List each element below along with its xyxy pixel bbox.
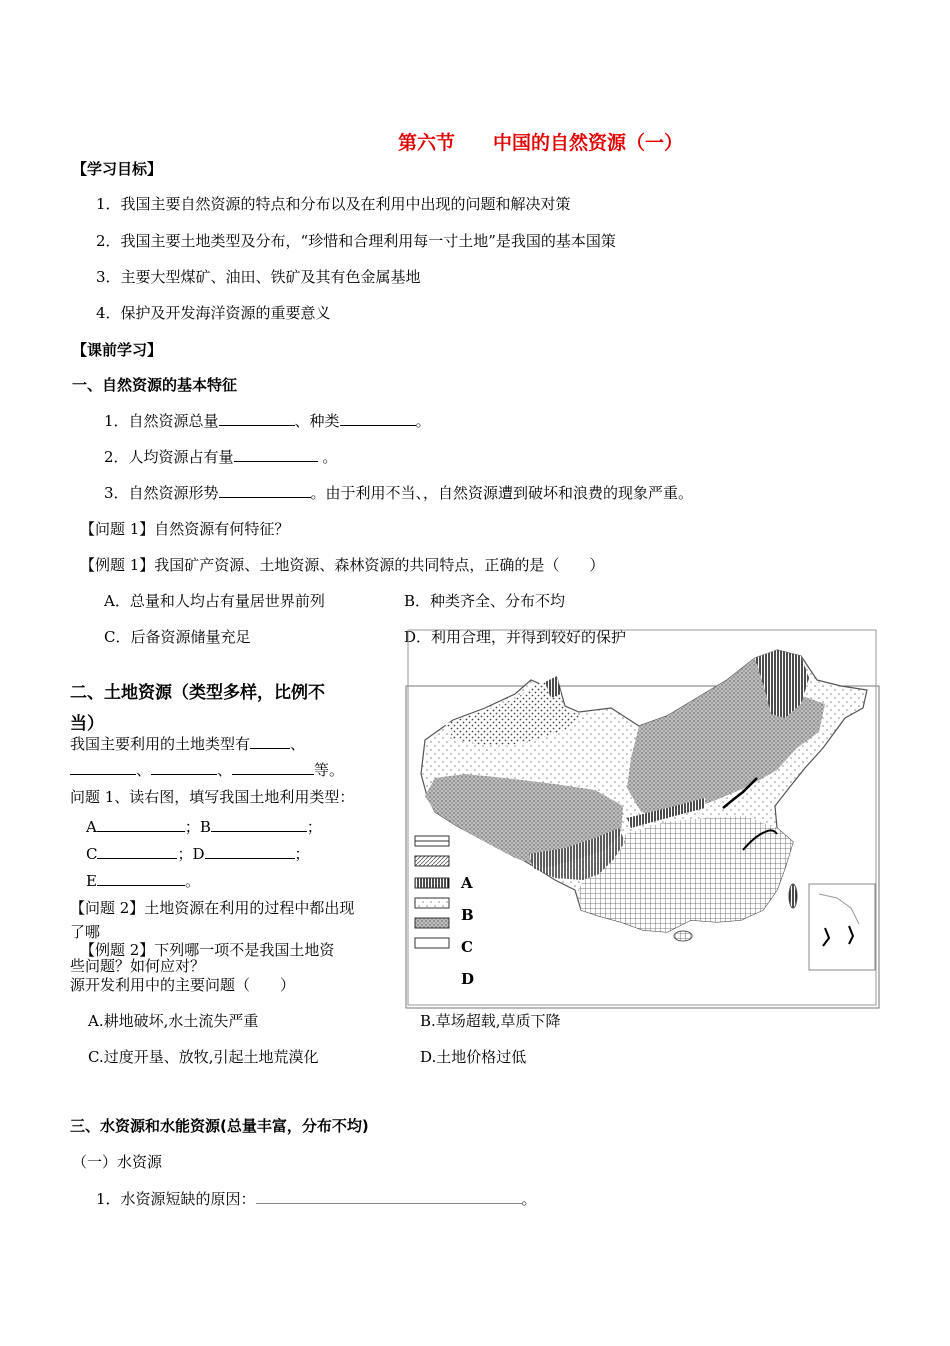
fill-e: E 。: [86, 872, 200, 890]
blank-situation[interactable]: [219, 482, 311, 498]
blank-land-type-2[interactable]: [70, 759, 136, 775]
question-1-map: 问题 1、读右图，填写我国土地利用类型：: [70, 788, 355, 806]
goal-item-2: 2．我国主要土地类型及分布，“珍惜和合理利用每一寸土地”是我国的基本国策: [96, 232, 616, 250]
legend-swatch-a: [415, 878, 449, 888]
problem-2-line3: 些问题？如何应对？: [70, 957, 206, 975]
blank-c[interactable]: [97, 843, 177, 859]
goal-item-4: 4．保护及开发海洋资源的重要意义: [96, 304, 331, 322]
problem-2-line2: 了哪: [70, 923, 101, 941]
blank-e[interactable]: [97, 870, 185, 886]
example2-option-c[interactable]: C.过度开垦、放牧,引起土地荒漠化: [88, 1048, 319, 1066]
south-sea-inset: [809, 884, 875, 970]
example-2-line2: 源开发利用中的主要问题（ ）: [70, 976, 296, 994]
example-1: 【例题 1】我国矿产资源、土地资源、森林资源的共同特点，正确的是（ ）: [80, 556, 605, 574]
land-types-line1: 我国主要利用的土地类型有 、: [70, 735, 306, 753]
section3-header: 三、水资源和水能资源(总量丰富，分布不均): [70, 1117, 369, 1135]
blank-b[interactable]: [211, 816, 307, 832]
land-types-line2: 、 、 等。: [70, 759, 344, 780]
taiwan-island: [789, 884, 797, 908]
legend-label-b: B: [461, 906, 474, 924]
land-use-map: [405, 628, 880, 1010]
legend-label-a: A: [461, 874, 473, 892]
water-subheader: （一）水资源: [72, 1153, 163, 1171]
example1-option-c[interactable]: C．后备资源储量充足: [104, 628, 251, 646]
fill-q3: 3．自然资源形势 。由于利用不当、，自然资源遭到破坏和浪费的现象严重。: [104, 484, 694, 502]
example-2-line1: 【例题 2】下列哪一项不是我国土地资: [80, 941, 335, 959]
page-title: 第六节 中国的自然资源（一）: [398, 132, 684, 154]
example2-option-a[interactable]: A.耕地破坏,水土流失严重: [88, 1012, 259, 1030]
section1-header: 一、自然资源的基本特征: [72, 376, 238, 394]
hainan-island: [674, 931, 692, 941]
goal-item-1: 1．我国主要自然资源的特点和分布以及在利用中出现的问题和解决对策: [96, 195, 571, 213]
fill-ab: A ；B ；: [86, 818, 322, 836]
fill-q1: 1．自然资源总量 、种类 。: [104, 412, 431, 430]
blank-a[interactable]: [97, 816, 185, 832]
learning-goals-header: 【学习目标】: [72, 160, 163, 178]
example2-option-b[interactable]: B.草场超载,草质下降: [420, 1012, 561, 1030]
problem-1: 【问题 1】自然资源有何特征？: [80, 520, 290, 538]
problem-2-line1: 【问题 2】土地资源在利用的过程中都出现: [70, 899, 355, 917]
legend-swatch-b: [415, 898, 449, 908]
legend-swatch-d: [415, 938, 449, 948]
legend-swatch-c: [415, 918, 449, 928]
goal-item-3: 3．主要大型煤矿、油田、铁矿及其有色金属基地: [96, 268, 421, 286]
blank-land-type-3[interactable]: [151, 759, 217, 775]
blank-land-type-1[interactable]: [250, 733, 290, 749]
map-legend: [415, 836, 474, 988]
blank-total[interactable]: [219, 410, 295, 426]
blank-kinds[interactable]: [340, 410, 416, 426]
fill-cd: C ；D ；: [86, 845, 310, 863]
prestudy-header: 【课前学习】: [72, 341, 163, 359]
legend-swatch-diag: [415, 856, 449, 866]
example1-option-d[interactable]: D．利用合理，并得到较好的保护: [404, 628, 627, 646]
legend-label-c: C: [461, 938, 473, 956]
section2-header-line1: 二、土地资源（类型多样，比例不: [70, 683, 325, 703]
example1-option-a[interactable]: A．总量和人均占有量居世界前列: [104, 592, 325, 610]
example1-option-b[interactable]: B．种类齐全、分布不均: [404, 592, 566, 610]
example2-option-d[interactable]: D.土地价格过低: [420, 1048, 527, 1066]
blank-per-capita[interactable]: [234, 446, 318, 462]
blank-d[interactable]: [205, 843, 295, 859]
blank-land-type-4[interactable]: [232, 759, 314, 775]
fill-q2: 2．人均资源占有量 。: [104, 448, 338, 466]
blank-water-shortage[interactable]: [256, 1188, 522, 1204]
section2-header-line2: 当）: [70, 714, 104, 734]
water-shortage-question: 1．水资源短缺的原因： 。: [96, 1190, 537, 1208]
legend-label-d: D: [461, 970, 475, 988]
